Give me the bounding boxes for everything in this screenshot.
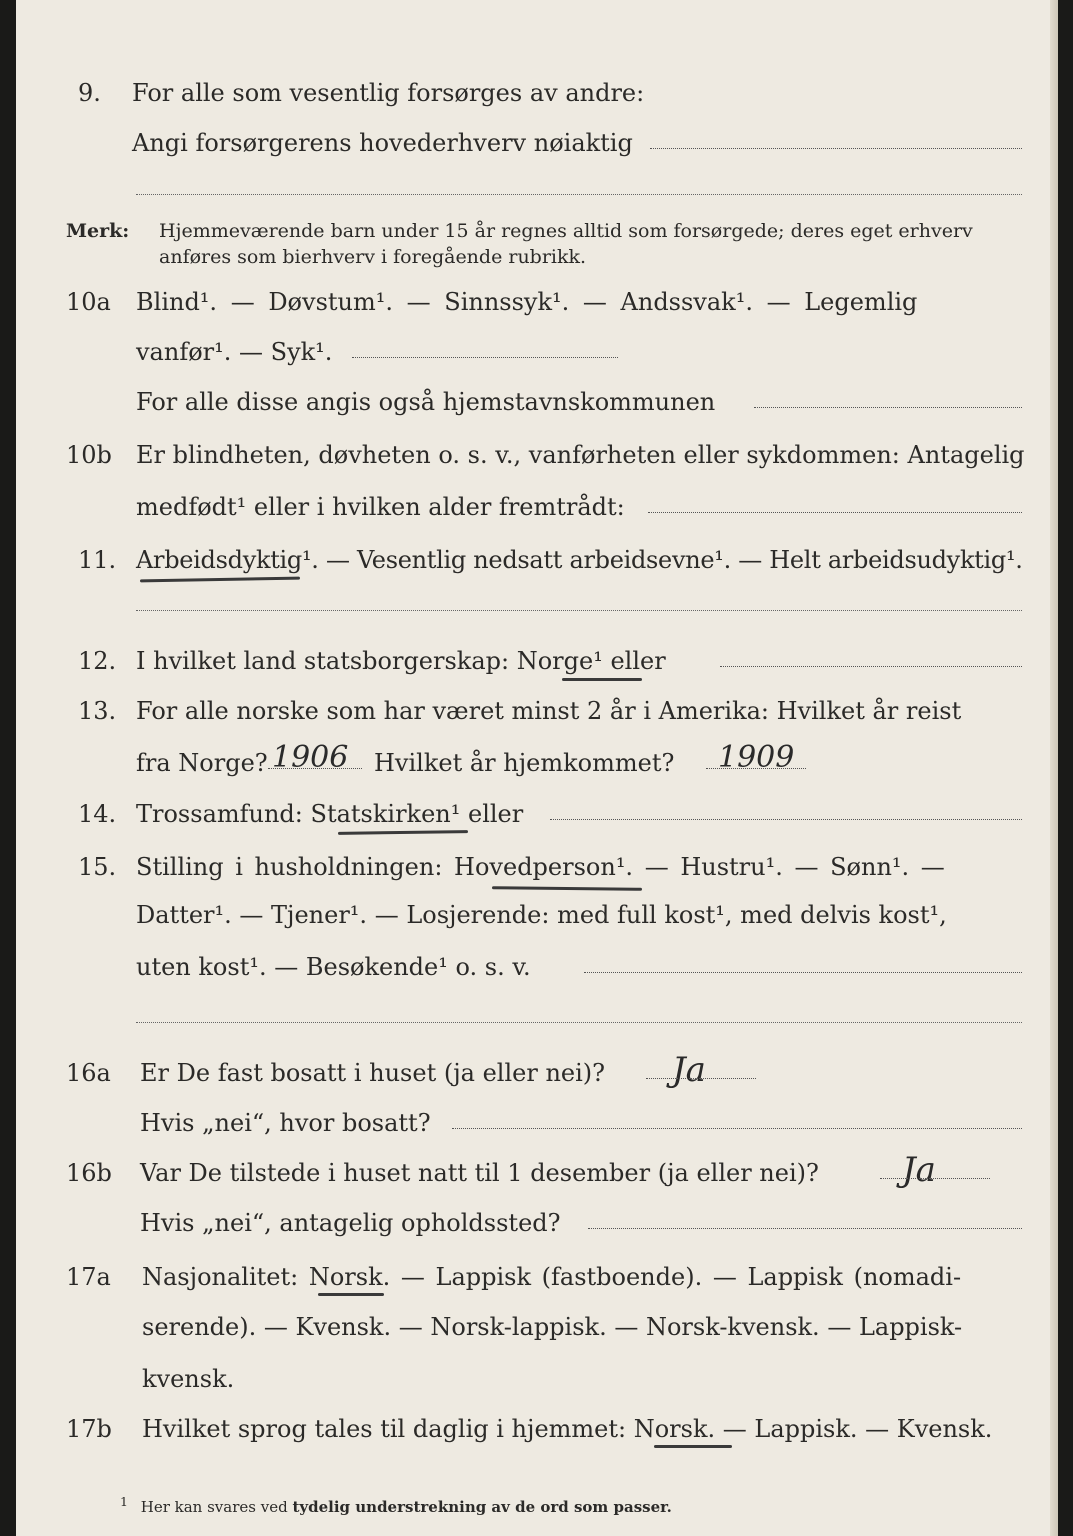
page-edge (1050, 0, 1058, 1536)
question-9-text: For alle som vesentlig forsørges av andre: (132, 79, 645, 107)
question-number: 17a (66, 1263, 111, 1291)
question-17b-text: Hvilket sprog tales til daglig i hjemmet: Norsk. — Lappisk. — Kvensk. (142, 1415, 993, 1443)
handwritten-underline (562, 678, 642, 681)
question-16b-line2: Hvis „nei“, antagelig opholdssted? (140, 1209, 561, 1237)
answer-field-q16a[interactable] (646, 1078, 756, 1079)
question-number: 10a (66, 288, 111, 316)
footnote-mark: 1 (120, 1494, 128, 1509)
handwritten-answer-year-left: 1906 (272, 740, 349, 775)
question-13-prompt-reist: fra Norge? (136, 749, 268, 777)
question-number: 12. (78, 647, 117, 675)
question-number: 15. (78, 853, 117, 881)
question-17a-line2: serende). — Kvensk. — Norsk-lappisk. — Norsk-kvensk. — Lappisk- (142, 1313, 963, 1341)
handwritten-underline (654, 1445, 732, 1448)
question-14-text: Trossamfund: Statskirken¹ eller (136, 800, 524, 828)
answer-field-q10b[interactable] (648, 512, 1022, 513)
question-11-text: Arbeidsdyktig¹. — Vesentlig nedsatt arbeidsevne¹. — Helt arbeidsudyktig¹. (136, 546, 1023, 574)
question-number: 16b (66, 1159, 112, 1187)
question-15-line3: uten kost¹. — Besøkende¹ o. s. v. (136, 953, 531, 981)
answer-field-hjemstavn[interactable] (754, 407, 1022, 408)
merk-text-line2: anføres som bierhverv i foregående rubrikk. (159, 246, 587, 268)
merk-text-line1: Hjemmeværende barn under 15 år regnes alltid som forsørgede; deres eget erhverv (159, 220, 973, 242)
handwritten-answer-year-returned: 1909 (718, 740, 795, 775)
question-13-text: For alle norske som har været minst 2 år i Amerika: Hvilket år reist (136, 697, 962, 725)
handwritten-answer-ja-16a: Ja (672, 1050, 706, 1090)
handwritten-underline (318, 1293, 384, 1296)
handwritten-underline (492, 886, 642, 891)
handwritten-underline (338, 830, 468, 835)
answer-field-year-left[interactable] (268, 768, 362, 769)
handwritten-answer-ja-16b: Ja (902, 1150, 936, 1190)
handwritten-underline (140, 577, 300, 583)
footnote-bold-text: tydelig understrekning av de ord som passer. (292, 1498, 672, 1516)
answer-field-q15[interactable] (584, 972, 1022, 973)
question-number: 9. (78, 79, 101, 107)
question-9-prompt: Angi forsørgerens hovederhverv nøiaktig (132, 129, 633, 157)
answer-field-q10a[interactable] (352, 357, 618, 358)
footnote-text: Her kan svares ved (140, 1498, 288, 1516)
question-number: 11. (78, 546, 117, 574)
answer-field-q9-continued[interactable] (136, 194, 1022, 195)
question-16a-line2: Hvis „nei“, hvor bosatt? (140, 1109, 431, 1137)
answer-field-q16b[interactable] (880, 1178, 990, 1179)
question-16b-text: Var De tilstede i huset natt til 1 desember (ja eller nei)? (140, 1159, 819, 1187)
question-15-line2: Datter¹. — Tjener¹. — Losjerende: med full kost¹, med delvis kost¹, (136, 901, 947, 929)
answer-field-year-returned[interactable] (706, 768, 806, 769)
merk-label: Merk: (66, 220, 130, 242)
question-15-text: Stilling i husholdningen: Hovedperson¹. — Hustru¹. — Sønn¹. — (136, 853, 945, 881)
answer-field-q15-continued[interactable] (136, 1022, 1022, 1023)
question-number: 14. (78, 800, 117, 828)
answer-field-q16a-bosatt[interactable] (452, 1128, 1022, 1129)
answer-field-q14[interactable] (550, 819, 1022, 820)
answer-field-q11[interactable] (136, 610, 1022, 611)
answer-field-q9[interactable] (650, 148, 1022, 149)
question-17a-line3: kvensk. (142, 1365, 235, 1393)
question-10b-line2: medfødt¹ eller i hvilken alder fremtrådt: (136, 493, 625, 521)
question-12-text: I hvilket land statsborgerskap: Norge¹ eller (136, 647, 666, 675)
question-number: 13. (78, 697, 117, 725)
question-16a-text: Er De fast bosatt i huset (ja eller nei)? (140, 1059, 606, 1087)
census-form-page (16, 0, 1058, 1536)
question-number: 17b (66, 1415, 112, 1443)
question-number: 10b (66, 441, 112, 469)
answer-field-q12[interactable] (720, 666, 1022, 667)
question-13-prompt-hjemkommet: Hvilket år hjemkommet? (374, 749, 675, 777)
question-number: 16a (66, 1059, 111, 1087)
question-10a-text: Blind¹. — Døvstum¹. — Sinnssyk¹. — Andssvak¹. — Legemlig (136, 288, 918, 316)
question-10b-text: Er blindheten, døvheten o. s. v., vanførheten eller sykdommen: Antagelig (136, 441, 1025, 469)
question-10a-line2: vanfør¹. — Syk¹. (136, 338, 333, 366)
footnote (120, 1494, 672, 1516)
question-17a-text: Nasjonalitet: Norsk. — Lappisk (fastboende). — Lappisk (nomadi- (142, 1263, 962, 1291)
question-10a-line3: For alle disse angis også hjemstavnskommunen (136, 388, 716, 416)
answer-field-q16b-opholdssted[interactable] (588, 1228, 1022, 1229)
